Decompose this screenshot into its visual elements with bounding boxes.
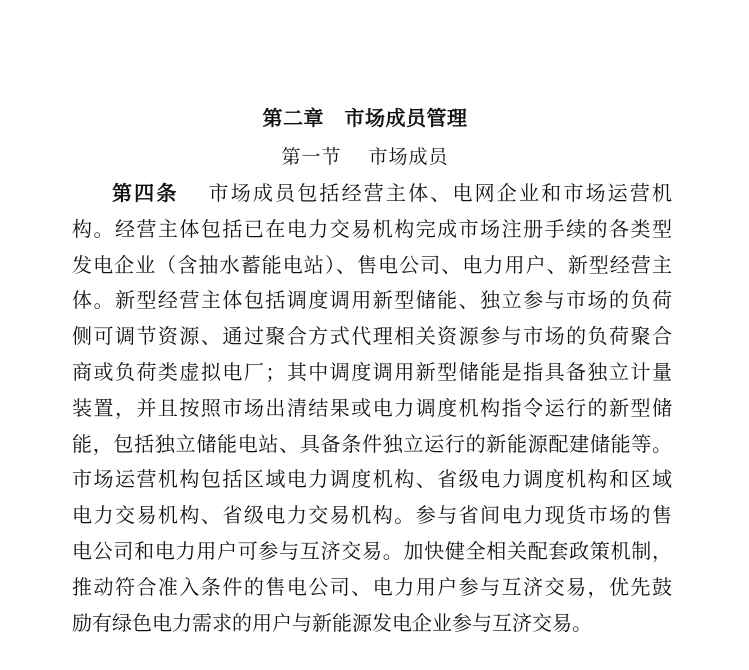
chapter-title: 第二章 市场成员管理 bbox=[262, 106, 468, 130]
article-line: 励有绿色电力需求的用户与新能源发电企业参与互济交易。 bbox=[72, 610, 592, 635]
article-body bbox=[72, 176, 672, 641]
article-line: 电公司和电力用户可参与互济交易。加快健全相关配套政策机制， bbox=[72, 538, 672, 563]
article-line: 发电企业（含抽水蓄能电站）、售电公司、电力用户、新型经营主 bbox=[72, 252, 672, 277]
article-line: 侧可调节资源、通过聚合方式代理相关资源参与市场的负荷聚合 bbox=[72, 324, 672, 349]
article-line: 体。新型经营主体包括调度调用新型储能、独立参与市场的负荷 bbox=[72, 288, 672, 313]
article-line: 构。经营主体包括已在电力交易机构完成市场注册手续的各类型 bbox=[72, 216, 672, 241]
article-line bbox=[72, 176, 672, 212]
section-title: 第一节 市场成员 bbox=[281, 146, 449, 168]
article-line: 能，包括独立储能电站、具备条件独立运行的新能源配建储能等。 bbox=[72, 431, 672, 456]
article-line: 电力交易机构、省级电力交易机构。参与省间电力现货市场的售 bbox=[72, 503, 672, 528]
article-label: 第四条 bbox=[112, 181, 179, 205]
article-line: 市场运营机构包括区域电力调度机构、省级电力调度机构和区域 bbox=[72, 467, 672, 492]
article-line-text: 市场成员包括经营主体、电网企业和市场运营机 bbox=[208, 181, 673, 205]
article-line: 推动符合准入条件的售电公司、电力用户参与互济交易，优先鼓 bbox=[72, 574, 672, 599]
article-line: 商或负荷类虚拟电厂；其中调度调用新型储能是指具备独立计量 bbox=[72, 359, 672, 384]
article-line: 装置，并且按照市场出清结果或电力调度机构指令运行的新型储 bbox=[72, 395, 672, 420]
